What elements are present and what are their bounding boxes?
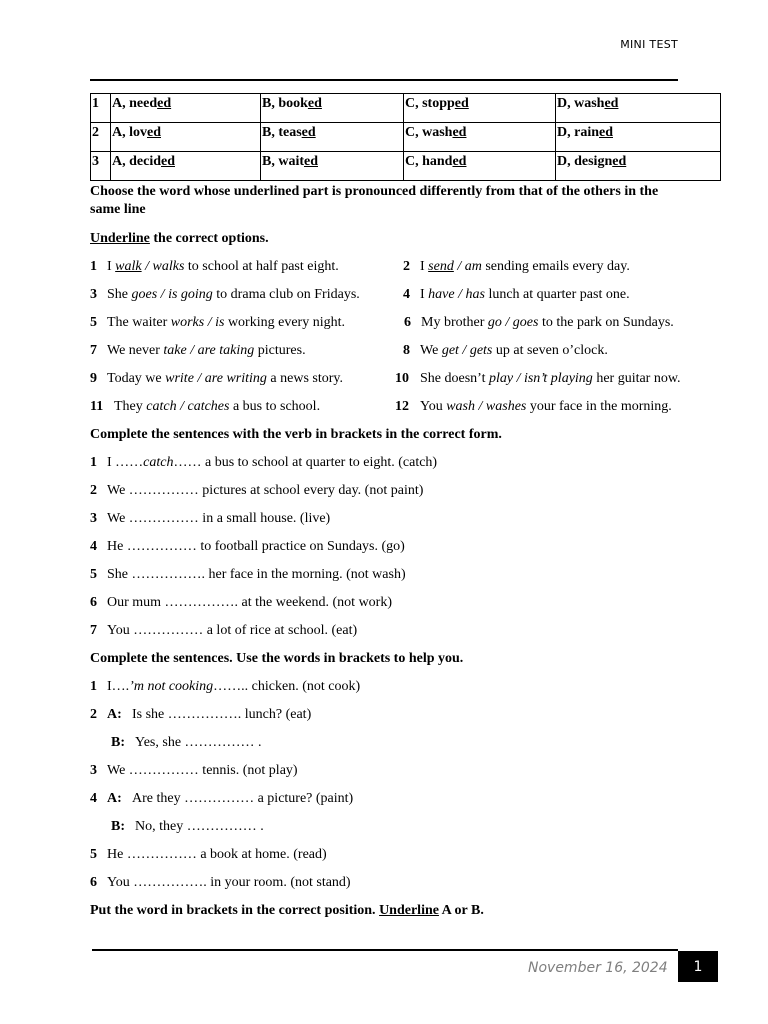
exercise-item: 3 We …………… tennis. (not play): [90, 763, 298, 778]
footer-rule: [92, 949, 678, 951]
exercise-item: 7 We never take / are taking pictures.: [90, 343, 306, 358]
exercise-item: 2 A: Is she ……………. lunch? (eat): [90, 707, 312, 722]
row-number: 2: [91, 123, 111, 152]
exercise-item: 4 He …………… to football practice on Sundays. (go): [90, 539, 405, 554]
exercise-item-reply: B: Yes, she …………… .: [111, 735, 262, 750]
option-a: A, loved: [111, 123, 261, 152]
option-c: C, handed: [404, 152, 556, 181]
option-a: A, needed: [111, 94, 261, 123]
exercise-item: 1 I ……catch…… a bus to school at quarter to eight. (catch): [90, 455, 438, 470]
option-b: B, waited: [261, 152, 404, 181]
option-c: C, stopped: [404, 94, 556, 123]
option-d: D, rained: [556, 123, 721, 152]
exercise-item: 1 I walk / walks to school at half past eight.: [90, 259, 339, 274]
exercise-item: 4 A: Are they …………… a picture? (paint): [90, 791, 354, 806]
option-c: C, washed: [404, 123, 556, 152]
exercise-item: 2 I send / am sending emails every day.: [403, 259, 630, 274]
exercise-item: 9 Today we write / are writing a news story.: [90, 371, 343, 386]
exercise-item: 8 We get / gets up at seven o’clock.: [403, 343, 608, 358]
exercise-item: 7 You …………… a lot of rice at school. (eat): [90, 623, 358, 638]
exercise-item: 4 I have / has lunch at quarter past one.: [403, 287, 630, 302]
exercise-item: 3 We …………… in a small house. (live): [90, 511, 331, 526]
row-number: 3: [91, 152, 111, 181]
section-heading-words: Complete the sentences. Use the words in brackets to help you.: [90, 651, 464, 666]
exercise-item: 6 My brother go / goes to the park on Sundays.: [404, 315, 674, 330]
exercise-item: 1 I….’m not cooking…….. chicken. (not cook): [90, 679, 361, 694]
instruction-pronunciation-cont: same line: [90, 202, 146, 217]
table-row: [91, 152, 721, 181]
exercise-item: 10 She doesn’t play / isn’t playing her guitar now.: [395, 371, 681, 386]
option-b: B, booked: [261, 94, 404, 123]
table-row: [91, 123, 721, 152]
footer-date: November 16, 2024: [528, 960, 668, 976]
exercise-item: 2 We …………… pictures at school every day. (not paint): [90, 483, 424, 498]
exercise-item: 5 She ……………. her face in the morning. (not wash): [90, 567, 406, 582]
row-number: 1: [91, 94, 111, 123]
page-number: 1: [678, 951, 718, 982]
option-b: B, teased: [261, 123, 404, 152]
section-heading-position: Put the word in brackets in the correct position. Underline A or B.: [90, 903, 484, 918]
exercise-item: 5 He …………… a book at home. (read): [90, 847, 327, 862]
exercise-item-reply: B: No, they …………… .: [111, 819, 264, 834]
instruction-pronunciation: Choose the word whose underlined part is pronounced differently from that of the others in the: [90, 184, 659, 199]
exercise-item: 5 The waiter works / is working every night.: [90, 315, 345, 330]
exercise-item: 11 They catch / catches a bus to school.: [90, 399, 321, 414]
exercise-item: 6 Our mum ……………. at the weekend. (not work): [90, 595, 392, 610]
table-row: [91, 94, 721, 123]
pronunciation-table: [90, 93, 721, 181]
exercise-item: 6 You ……………. in your room. (not stand): [90, 875, 351, 890]
section-heading-underline: Underline the correct options.: [90, 231, 269, 246]
option-d: D, designed: [556, 152, 721, 181]
exercise-item: 12 You wash / washes your face in the morning.: [395, 399, 672, 414]
header-rule: [90, 79, 678, 81]
option-d: D, washed: [556, 94, 721, 123]
section-heading-verbs: Complete the sentences with the verb in brackets in the correct form.: [90, 427, 502, 442]
option-a: A, decided: [111, 152, 261, 181]
exercise-item: 3 She goes / is going to drama club on Fridays.: [90, 287, 360, 302]
header-title: MINI TEST: [620, 38, 678, 51]
